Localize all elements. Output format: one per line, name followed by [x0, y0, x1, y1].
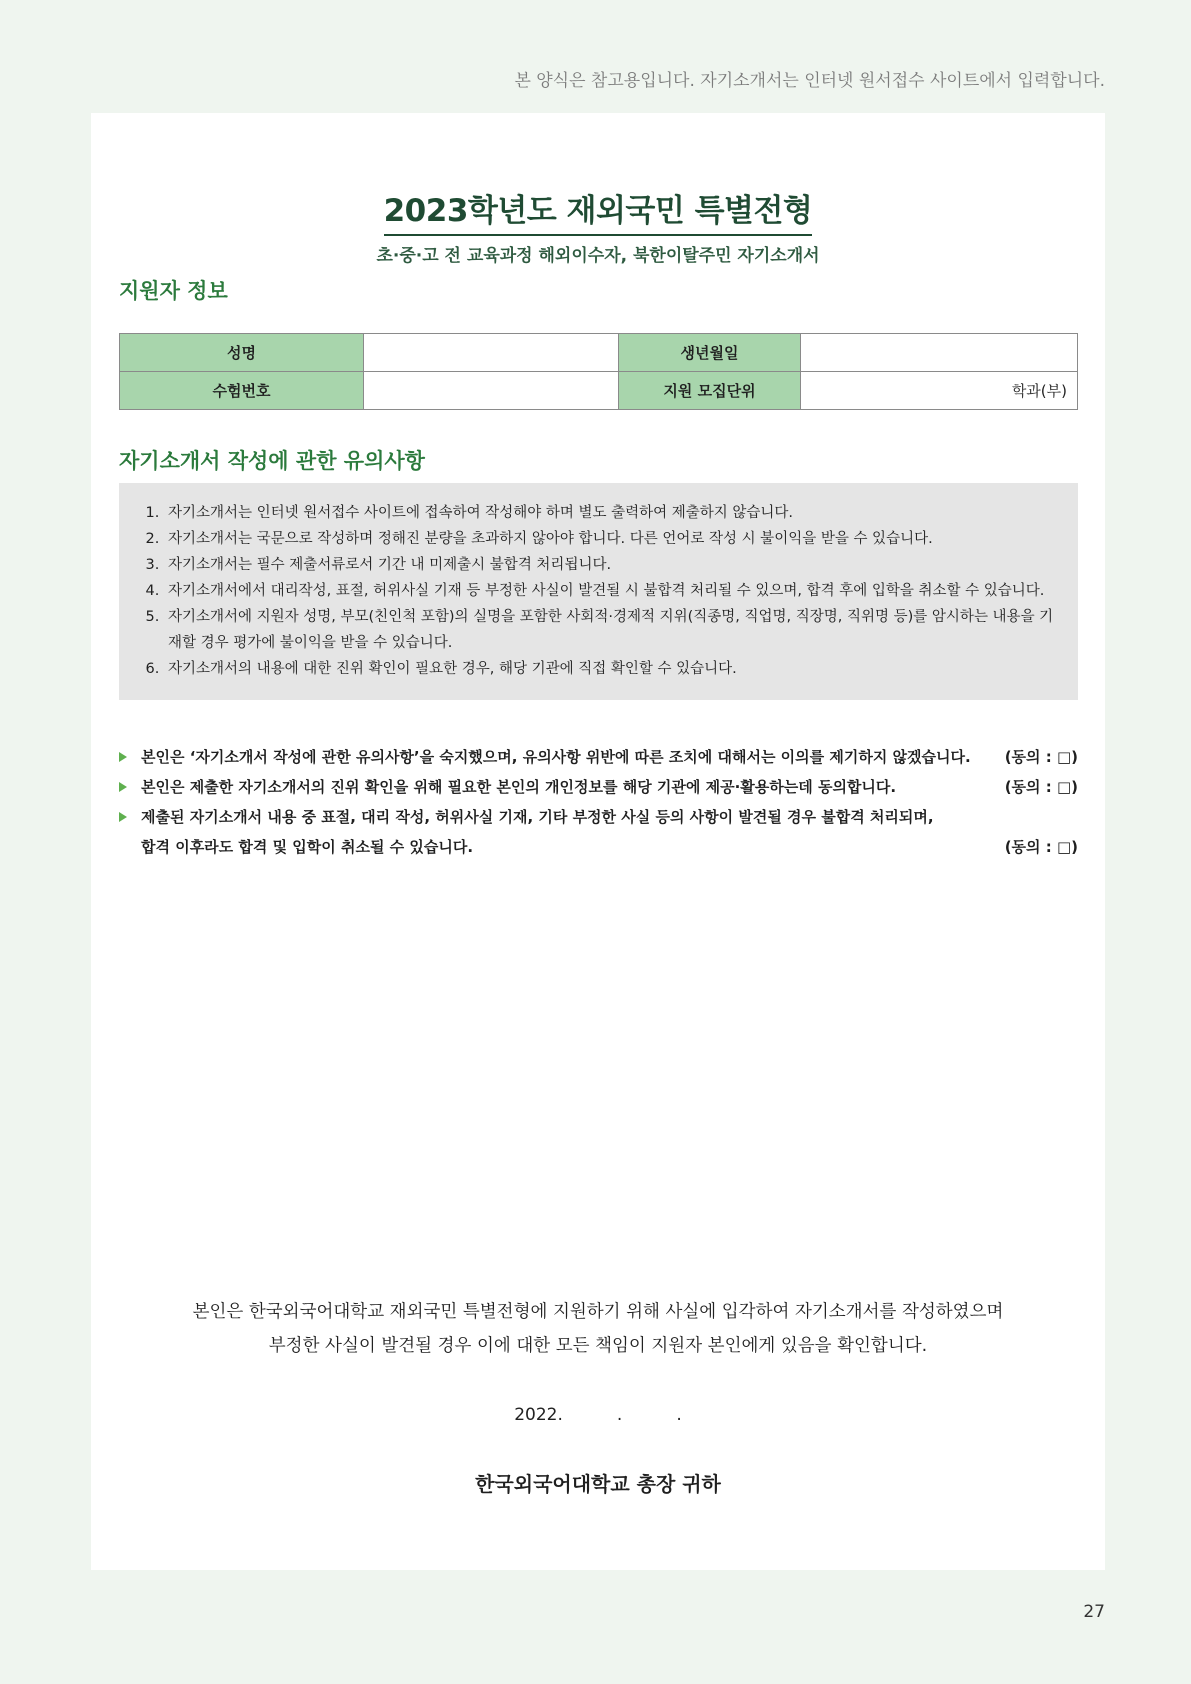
notice-list	[119, 483, 1078, 682]
notice-item: 1. 자기소개서는 인터넷 원서접수 사이트에 접속하여 작성해야 하며 별도 출력하여 제출하지 않습니다.	[164, 500, 1058, 526]
addressee: 한국외국어대학교 총장 귀하	[475, 1472, 721, 1496]
consent-checkbox[interactable]: (동의 : □)	[1004, 838, 1078, 856]
agreement-text: 본인은 ‘자기소개서 작성에 관한 유의사항’을 숙지했으며, 유의사항 위반에 따른 조치에 대해서는 이의를 제기하지 않겠습니다.	[141, 748, 971, 766]
birth-date-label: 생년월일	[619, 334, 801, 372]
declaration-block	[91, 1295, 1105, 1363]
agreement-item	[119, 742, 1078, 772]
name-label: 성명	[120, 334, 364, 372]
notice-item: 2. 자기소개서는 국문으로 작성하며 정해진 분량을 초과하지 않아야 합니다. 다른 언어로 작성 시 불이익을 받을 수 있습니다.	[164, 526, 1058, 552]
applicant-info-table	[119, 333, 1078, 410]
agreement-item	[119, 802, 1078, 832]
agreement-list	[119, 742, 1078, 862]
name-field[interactable]	[364, 334, 619, 372]
consent-checkbox[interactable]: (동의 : □)	[1004, 778, 1078, 796]
department-suffix: 학과(부)	[1011, 382, 1067, 400]
notice-heading: 자기소개서 작성에 관한 유의사항	[119, 449, 425, 473]
form-sheet	[91, 113, 1105, 1570]
notice-box	[119, 483, 1078, 700]
bullet-triangle-icon	[119, 812, 127, 822]
bullet-triangle-icon	[119, 782, 127, 792]
notice-item: 3. 자기소개서는 필수 제출서류로서 기간 내 미제출시 불합격 처리됩니다.	[164, 552, 1058, 578]
agreement-item	[119, 772, 1078, 802]
page-number: 27	[1083, 1602, 1105, 1622]
notice-item: 5. 자기소개서에 지원자 성명, 부모(친인척 포함)의 실명을 포함한 사회적·경제적 지위(직종명, 직업명, 직장명, 직위명 등)를 암시하는 내용을 기재할 경우 평가에 불이익을 받을 수 있습니다.	[164, 604, 1058, 656]
birth-date-field[interactable]	[801, 334, 1078, 372]
notice-item: 6. 자기소개서의 내용에 대한 진위 확인이 필요한 경우, 해당 기관에 직접 확인할 수 있습니다.	[164, 656, 1058, 682]
reference-note: 본 양식은 참고용입니다. 자기소개서는 인터넷 원서접수 사이트에서 입력합니다.	[514, 71, 1105, 91]
agreement-text: 본인은 제출한 자기소개서의 진위 확인을 위해 필요한 본인의 개인정보를 해당 기관에 제공·활용하는데 동의합니다.	[141, 778, 897, 796]
table-row	[120, 372, 1078, 410]
applicant-info-heading: 지원자 정보	[119, 279, 228, 303]
declaration-line: 부정한 사실이 발견될 경우 이에 대한 모든 책임이 지원자 본인에게 있음을 확인합니다.	[268, 1336, 928, 1356]
title-block	[91, 185, 1105, 236]
page-title: 2023학년도 재외국민 특별전형	[384, 185, 813, 236]
exam-number-field[interactable]	[364, 372, 619, 410]
declaration-line: 본인은 한국외국어대학교 재외국민 특별전형에 지원하기 위해 사실에 입각하여 자기소개서를 작성하였으며	[192, 1302, 1004, 1322]
exam-number-label: 수험번호	[120, 372, 364, 410]
table-row	[120, 334, 1078, 372]
date-line: 2022. . .	[514, 1405, 682, 1425]
bullet-triangle-icon	[119, 752, 127, 762]
agreement-item-continued	[119, 832, 1078, 862]
agreement-text: 합격 이후라도 합격 및 입학이 취소될 수 있습니다.	[141, 838, 474, 856]
recruit-unit-label: 지원 모집단위	[619, 372, 801, 410]
recruit-unit-field[interactable]	[801, 372, 1078, 410]
page-subtitle: 초·중·고 전 교육과정 해외이수자, 북한이탈주민 자기소개서	[376, 246, 820, 266]
consent-checkbox[interactable]: (동의 : □)	[1004, 748, 1078, 766]
notice-item: 4. 자기소개서에서 대리작성, 표절, 허위사실 기재 등 부정한 사실이 발견될 시 불합격 처리될 수 있으며, 합격 후에 입학을 취소할 수 있습니다.	[164, 578, 1058, 604]
agreement-text: 제출된 자기소개서 내용 중 표절, 대리 작성, 허위사실 기재, 기타 부정한 사실 등의 사항이 발견될 경우 불합격 처리되며,	[141, 808, 934, 826]
